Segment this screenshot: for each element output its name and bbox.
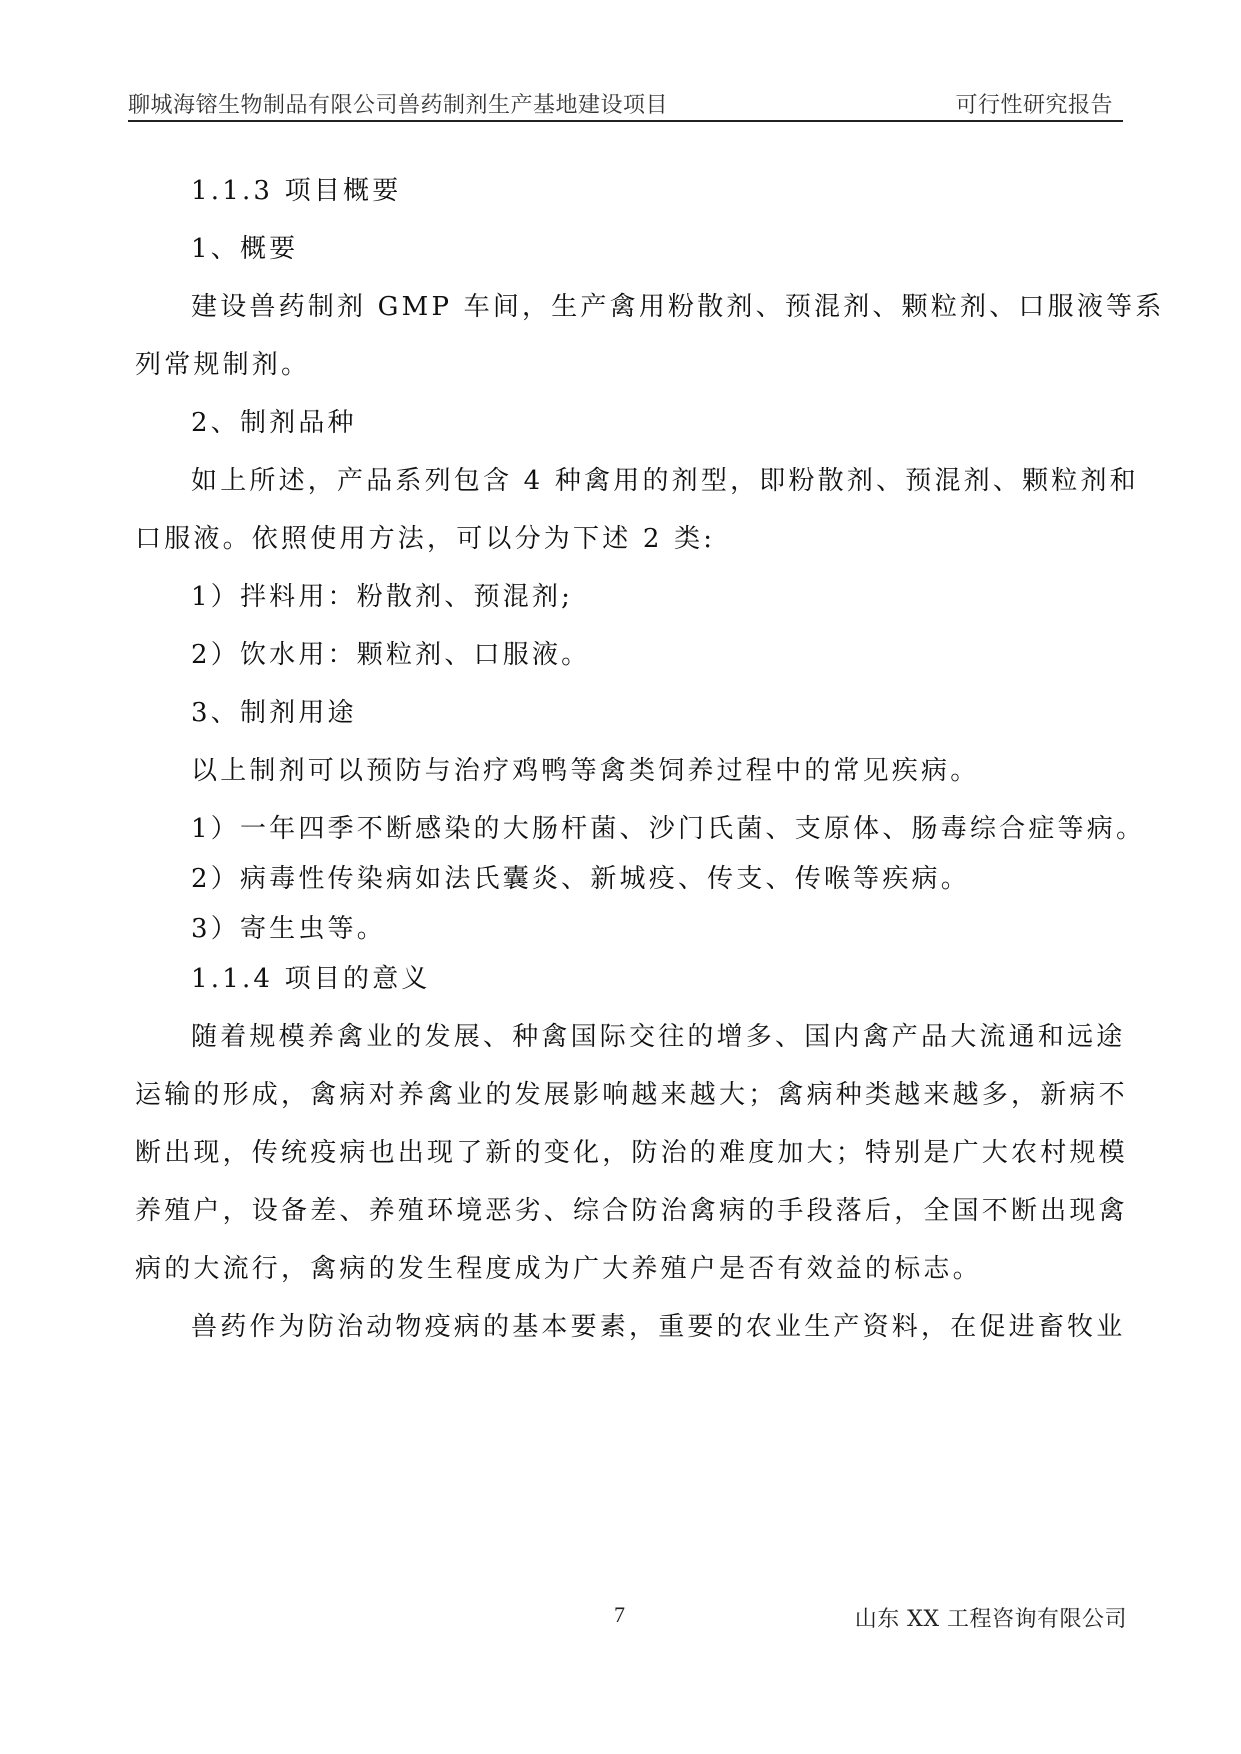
paragraph-line: 随着规模养禽业的发展、种禽国际交往的增多、国内禽产品大流通和远途 xyxy=(191,1022,1126,1052)
header-project-title: 聊城海镕生物制品有限公司兽药制剂生产基地建设项目 xyxy=(128,93,669,118)
list-item: 1）一年四季不断感染的大肠杆菌、沙门氏菌、支原体、肠毒综合症等病。 xyxy=(191,814,1146,844)
paragraph-line: 口服液。依照使用方法，可以分为下述 2 类: xyxy=(135,524,716,554)
subheading-uses: 3、制剂用途 xyxy=(191,698,357,728)
list-item: 2）饮水用：颗粒剂、口服液。 xyxy=(191,640,591,670)
list-item: 3）寄生虫等。 xyxy=(191,914,386,944)
subheading-overview: 1、概要 xyxy=(191,234,299,264)
subheading-varieties: 2、制剂品种 xyxy=(191,408,357,438)
list-item: 1）拌料用：粉散剂、预混剂; xyxy=(191,582,574,612)
paragraph-line: 运输的形成，禽病对养禽业的发展影响越来越大；禽病种类越来越多，新病不 xyxy=(135,1080,1128,1110)
paragraph-line: 断出现，传统疫病也出现了新的变化，防治的难度加大；特别是广大农村规模 xyxy=(135,1138,1128,1168)
list-item: 2）病毒性传染病如法氏囊炎、新城疫、传支、传喉等疾病。 xyxy=(191,864,970,894)
paragraph-line: 以上制剂可以预防与治疗鸡鸭等禽类饲养过程中的常见疾病。 xyxy=(191,756,980,786)
section-heading-1-1-4: 1.1.4 项目的意义 xyxy=(191,964,431,994)
document-body xyxy=(135,176,1165,1342)
section-heading-1-1-3: 1.1.3 项目概要 xyxy=(191,176,402,206)
page-header xyxy=(128,86,1123,122)
header-report-type: 可行性研究报告 xyxy=(955,93,1113,118)
footer-company-name: 山东 XX 工程咨询有限公司 xyxy=(854,1607,1127,1632)
paragraph-line: 建设兽药制剂 GMP 车间，生产禽用粉散剂、预混剂、颗粒剂、口服液等系 xyxy=(191,292,1165,322)
paragraph-line: 病的大流行，禽病的发生程度成为广大养殖户是否有效益的标志。 xyxy=(135,1254,982,1284)
paragraph-line: 兽药作为防治动物疫病的基本要素，重要的农业生产资料，在促进畜牧业 xyxy=(191,1312,1126,1342)
paragraph-line: 如上所述，产品系列包含 4 种禽用的剂型，即粉散剂、预混剂、颗粒剂和 xyxy=(191,466,1139,496)
page-number: 7 xyxy=(614,1602,625,1627)
paragraph-line: 列常规制剂。 xyxy=(135,350,311,380)
paragraph-line: 养殖户，设备差、养殖环境恶劣、综合防治禽病的手段落后，全国不断出现禽 xyxy=(135,1196,1128,1226)
